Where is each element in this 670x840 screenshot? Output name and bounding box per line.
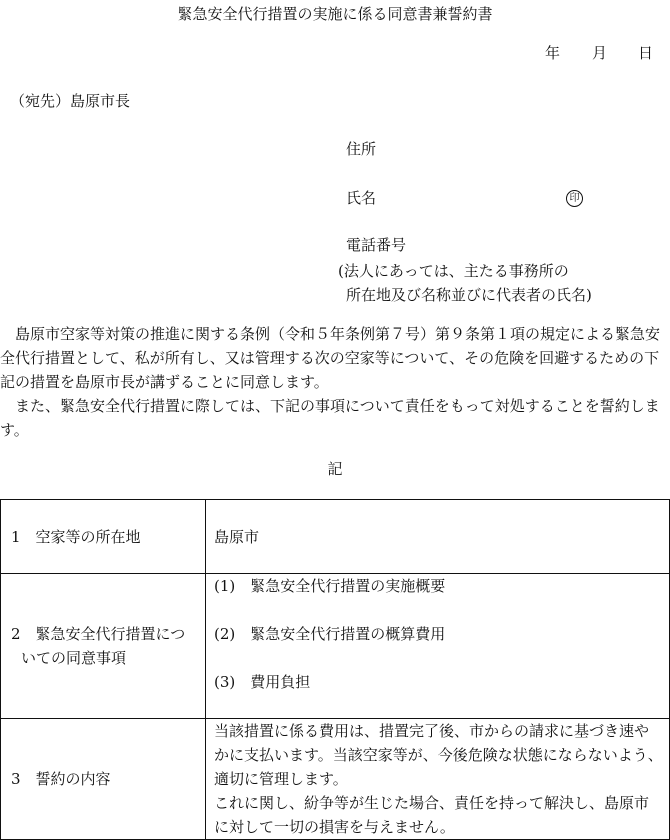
corporate-note-line2: 所在地及び名称並びに代表者の氏名) — [346, 286, 592, 304]
pledge-label: 3 誓約の内容 — [1, 719, 206, 840]
date-day-label: 日 — [638, 44, 654, 62]
ki-heading: 記 — [327, 460, 343, 478]
table-row — [1, 500, 670, 574]
document-title: 緊急安全代行措置の実施に係る同意書兼誓約書 — [177, 5, 493, 23]
date-year-label: 年 — [545, 44, 561, 62]
pledge-text-1: 当該措置に係る費用は、措置完了後、市からの請求に基づき速やかに支払います。当該空家等が、今後危険な状態にならないよう、適切に管理します。 — [214, 722, 663, 788]
date-month-label: 月 — [592, 44, 608, 62]
location-label: 1 空家等の所在地 — [1, 500, 206, 574]
pledge-text-2: これに関し、紛争等が生じた場合、責任を持って解決し、島原市に対して一切の損害を与えません。 — [214, 794, 650, 836]
table-row — [1, 719, 670, 840]
pledge-paragraph: また、緊急安全代行措置に際しては、下記の事項について責任をもって対処することを誓約します。 — [0, 397, 660, 439]
table-row — [1, 574, 670, 719]
consent-items-label-line2: いての同意事項 — [21, 649, 127, 667]
address-label: 住所 — [346, 140, 377, 158]
addressee: （宛先）島原市長 — [10, 92, 131, 110]
corporate-note-line1: (法人にあっては、主たる事務所の — [338, 262, 569, 280]
consent-item: (1) 緊急安全代行措置の実施概要 — [214, 577, 446, 595]
consent-item: (3) 費用負担 — [214, 673, 311, 691]
items-table — [0, 499, 670, 840]
corporate-note — [338, 259, 592, 307]
phone-label: 電話番号 — [346, 236, 407, 254]
consent-items-label — [1, 574, 206, 719]
consent-items-list — [206, 574, 670, 719]
name-label: 氏名 — [346, 189, 377, 207]
consent-item: (2) 緊急安全代行措置の概算費用 — [214, 625, 446, 643]
consent-paragraph: 島原市空家等対策の推進に関する条例（令和５年条例第７号）第９条第１項の規定による緊急安全代行措置として、私が所有し、又は管理する次の空家等について、その危険を回避するための下記の措置を島原市長が講ずることに同意します。 — [0, 325, 661, 391]
consent-items-label-line1: 2 緊急安全代行措置につ — [11, 625, 186, 643]
seal-icon — [566, 187, 583, 207]
pledge-content — [206, 719, 670, 840]
seal-mark: 印 — [566, 190, 583, 207]
location-value: 島原市 — [206, 500, 670, 574]
